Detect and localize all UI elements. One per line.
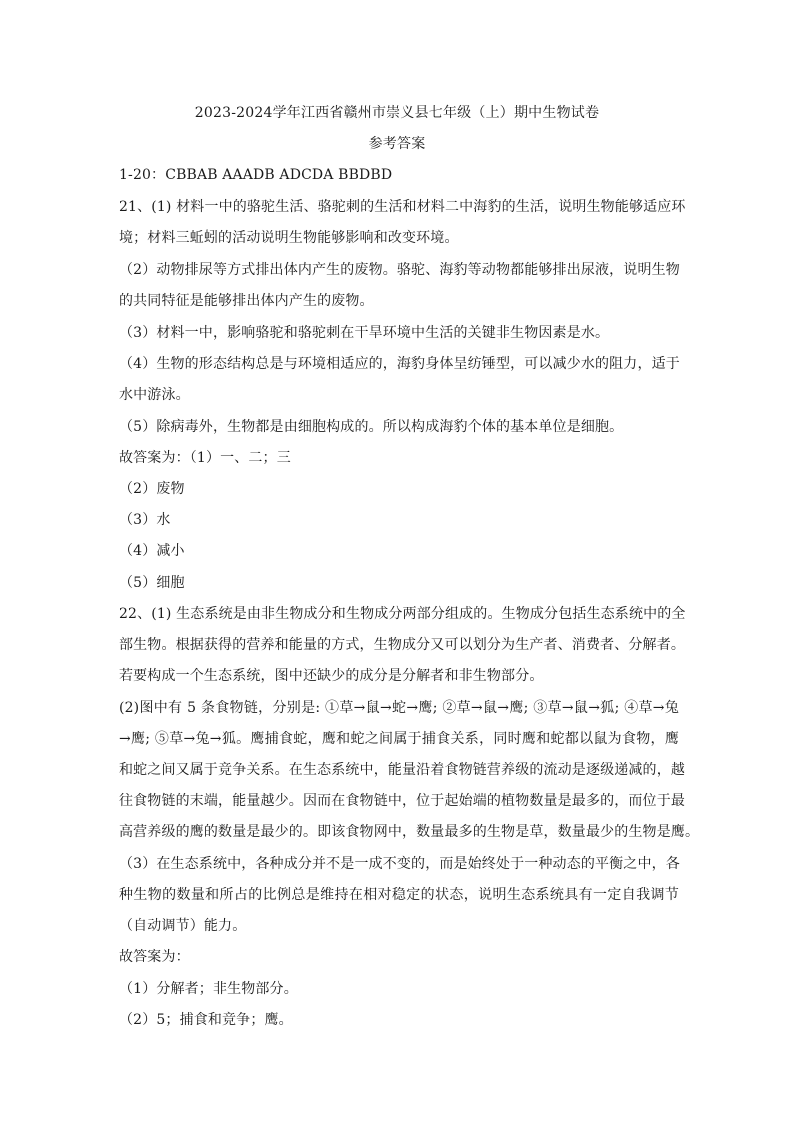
document-title: 2023-2024学年江西省赣州市崇义县七年级（上）期中生物试卷 xyxy=(194,105,600,121)
q21-part2-line2: 的共同特征是能够排出体内产生的废物。 xyxy=(119,293,374,309)
q21-part1-line1: 21、(1) 材料一中的骆驼生活、骆驼刺的生活和材料二中海豹的生活，说明生物能够适应环 xyxy=(119,199,686,215)
q21-answer-4: （4）减小 xyxy=(119,543,185,559)
q22-part2-line4: 往食物链的末端，能量越少。因而在食物链中，位于起始端的植物数量是最多的，而位于最 xyxy=(119,793,685,809)
q21-answer-2: （2）废物 xyxy=(119,481,185,497)
q22-answer-2: （2）5；捕食和竞争；鹰。 xyxy=(119,1012,293,1028)
q22-part1-line3: 若要构成一个生态系统，图中还缺少的成分是分解者和非生物部分。 xyxy=(119,668,544,684)
q21-part1-line2: 境；材料三蚯蚓的活动说明生物能够影响和改变环境。 xyxy=(119,230,459,246)
q22-part3-line1: （3）在生态系统中，各种成分并不是一成不变的，而是始终处于一种动态的平衡之中，各 xyxy=(119,856,680,872)
q21-part5-line: （5）除病毒外，生物都是由细胞构成的。所以构成海豹个体的基本单位是细胞。 xyxy=(119,419,624,435)
q22-part2-line2: →鹰; ⑤草→兔→狐。鹰捕食蛇，鹰和蛇之间属于捕食关系，同时鹰和蛇都以鼠为食物，鹰 xyxy=(119,731,679,747)
q21-part4-line2: 水中游泳。 xyxy=(119,387,190,403)
q22-part3-line3: （自动调节）能力。 xyxy=(119,918,247,934)
q21-part3-line: （3）材料一中，影响骆驼和骆驼刺在干旱环境中生活的关键非生物因素是水。 xyxy=(119,325,610,341)
answer-key-line: 1-20：CBBAB AAADB ADCDA BBDBD xyxy=(119,167,393,183)
q22-part1-line2: 部生物。根据获得的营养和能量的方式，生物成分又可以划分为生产者、消费者、分解者。 xyxy=(119,637,685,653)
document-subtitle: 参考答案 xyxy=(368,136,426,152)
q21-part4-line1: （4）生物的形态结构总是与环境相适应的，海豹身体呈纺锤型，可以减少水的阻力，适于 xyxy=(119,356,680,372)
q22-answer-intro: 故答案为： xyxy=(119,949,190,965)
q21-answer-intro: 故答案为：（1）一、二；三 xyxy=(119,450,291,466)
q21-answer-3: （3）水 xyxy=(119,512,171,528)
q22-part2-line1: (2)图中有 5 条食物链，分别是: ①草→鼠→蛇→鹰; ②草→鼠→鹰; ③草→鼠→狐; ④草→兔 xyxy=(119,700,679,716)
q21-answer-5: （5）细胞 xyxy=(119,575,185,591)
q22-part2-line3: 和蛇之间又属于竞争关系。在生态系统中，能量沿着食物链营养级的流动是逐级递减的，越 xyxy=(119,762,685,778)
q22-part3-line2: 种生物的数量和所占的比例总是维持在相对稳定的状态，说明生态系统具有一定自我调节 xyxy=(119,887,679,903)
q21-part2-line1: （2）动物排尿等方式排出体内产生的废物。骆驼、海豹等动物都能够排出尿液，说明生物 xyxy=(119,262,680,278)
q22-part2-line5: 高营养级的鹰的数量是最少的。即该食物网中，数量最多的生物是草，数量最少的生物是鹰。 xyxy=(119,824,700,840)
q22-answer-1: （1）分解者；非生物部分。 xyxy=(119,981,298,997)
q22-part1-line1: 22、(1) 生态系统是由非生物成分和生物成分两部分组成的。生物成分包括生态系统中的全 xyxy=(119,606,686,622)
